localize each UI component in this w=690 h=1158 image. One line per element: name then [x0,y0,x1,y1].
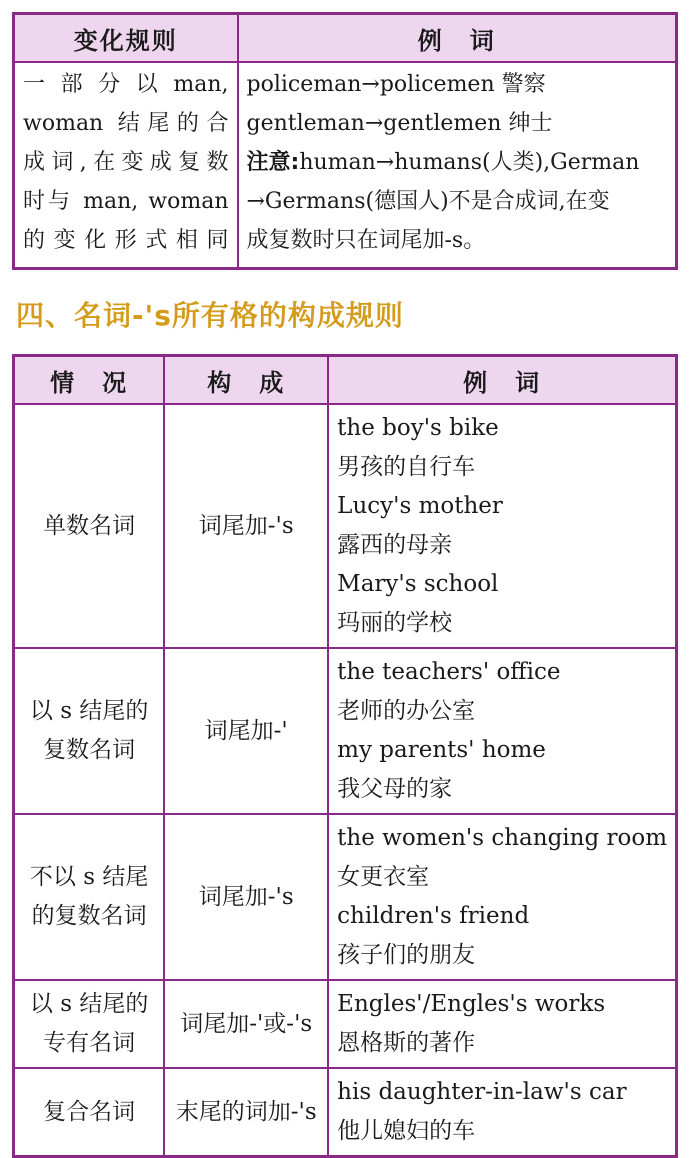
header-row [14,356,677,405]
example-line: 玛丽的学校 [337,610,453,636]
note-line: 成复数时只在词尾加-s。 [246,228,486,253]
case-line: 专有名词 [43,1030,136,1056]
header-rule: 变化规则 [14,14,238,63]
table-row [14,1068,677,1157]
rule-line: 时与 man, woman [23,189,229,214]
case-cell [14,814,165,980]
example-line: gentleman→gentlemen 绅士 [246,111,553,136]
case-line: 复数名词 [43,737,136,763]
case-cell [14,980,165,1068]
form-cell: 词尾加-' [164,648,328,814]
case-cell [14,1068,165,1157]
examples-cell [328,1068,676,1157]
example-line: 恩格斯的著作 [337,1030,476,1056]
examples-cell [328,980,676,1068]
example-line: Mary's school [337,571,499,597]
case-cell [14,404,165,648]
example-line: the boy's bike [337,415,499,441]
rule-line: 成词,在变成复数 [23,150,229,175]
example-line: 露西的母亲 [337,532,453,558]
case-line: 的复数名词 [31,903,147,929]
note-label: 注意: [246,150,300,175]
form-cell: 词尾加-'s [164,814,328,980]
examples-cell [328,404,676,648]
case-line: 复合名词 [43,1098,136,1125]
note-text: human→humans(人类),German [299,150,640,175]
example-line: the teachers' office [337,659,561,685]
example-line: 我父母的家 [337,776,453,802]
table-row [14,404,677,648]
example-line: his daughter-in-law's car [337,1079,627,1105]
header-examples: 例 词 [238,14,677,63]
example-line: the women's changing room [337,825,667,851]
table-row [14,814,677,980]
example-line: my parents' home [337,737,546,763]
examples-cell [328,648,676,814]
note-line [247,143,668,182]
plural-rules-table [12,12,678,270]
table-row [14,980,677,1068]
example-line: 女更衣室 [337,864,430,890]
rule-line: woman 结尾的合 [23,111,229,136]
examples-cell [328,814,676,980]
table-row [14,648,677,814]
example-line: children's friend [337,903,530,929]
header-row [14,14,677,63]
example-line: Lucy's mother [337,493,503,519]
example-line: 男孩的自行车 [337,454,476,480]
case-line: 单数名词 [43,512,136,539]
note-line: →Germans(德国人)不是合成词,在变 [246,189,610,214]
rule-line: 一部分以man, [23,72,229,97]
example-line: 孩子们的朋友 [337,942,476,968]
header-case: 情 况 [14,356,165,405]
possessive-rules-table [12,354,678,1158]
header-form: 构 成 [164,356,328,405]
table-row [14,62,677,268]
form-cell: 词尾加-'或-'s [164,980,328,1068]
example-line: 他儿媳妇的车 [337,1118,476,1144]
examples-cell [238,62,677,268]
header-examples: 例 词 [328,356,676,405]
form-cell: 末尾的词加-'s [164,1068,328,1157]
case-cell [14,648,165,814]
example-line: 老师的办公室 [337,698,476,724]
example-line: Engles'/Engles's works [337,991,606,1017]
case-line: 以 s 结尾的 [29,698,149,724]
example-line: policeman→policemen 警察 [246,72,546,97]
section-heading: 四、名词-'s所有格的构成规则 [16,299,404,332]
rule-cell [14,62,238,268]
rule-line: 的变化形式相同 [23,228,229,253]
case-line: 以 s 结尾的 [29,991,149,1017]
case-line: 不以 s 结尾 [29,864,149,890]
form-cell: 词尾加-'s [164,404,328,648]
